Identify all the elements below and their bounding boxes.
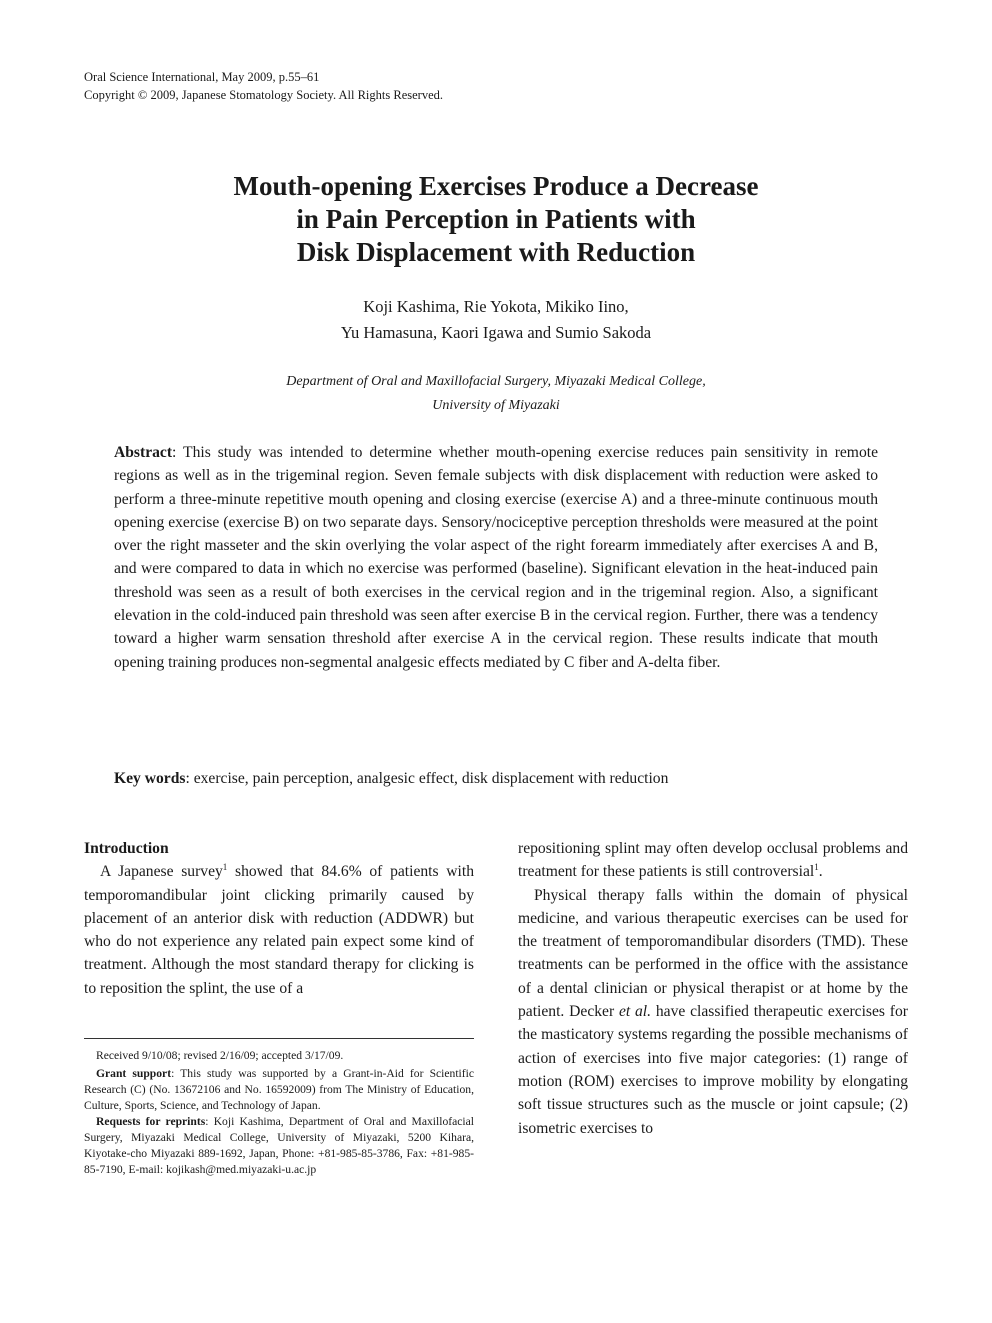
title-line-1: Mouth-opening Exercises Produce a Decrease (233, 171, 759, 201)
abstract-label: Abstract (114, 444, 173, 461)
grant-label: Grant support (96, 1067, 172, 1080)
intro-paragraph-1-continued (518, 837, 908, 884)
keywords-label: Key words (114, 770, 186, 787)
authors-line-1: Koji Kashima, Rie Yokota, Mikiko Iino, (363, 297, 629, 316)
copyright-notice: Copyright © 2009, Japanese Stomatology Society. All Rights Reserved. (84, 88, 444, 102)
keywords-text: : exercise, pain perception, analgesic effect, disk displacement with reduction (185, 770, 669, 787)
footnote-received: Received 9/10/08; revised 2/16/09; accepted 3/17/09. (96, 1049, 344, 1062)
intro-p1-text-b: showed that 84.6% of patients with temporomandibular joint clicking primarily caused by placement of an anterior disk with reduction (ADDWR) but who do not experience any related pain expect some kind of treatment. Although the most standard therapy for clicking is to reposition the splint, the use of a (84, 863, 474, 997)
intro-p1-cont-text-a: repositioning splint may often develop occlusal problems and treatment for these patients is still controversial (518, 840, 908, 881)
journal-citation: Oral Science International, May 2009, p.55–61 (84, 70, 320, 84)
authors-line-2: Yu Hamasuna, Kaori Igawa and Sumio Sakoda (340, 323, 652, 342)
title-line-2: in Pain Perception in Patients with (296, 204, 696, 234)
article-title (0, 170, 992, 269)
intro-paragraph-2 (518, 884, 908, 1140)
intro-p2-text-b: have classified therapeutic exercises for the masticatory systems regarding the possible mechanisms of action of exercises into five major categories: (1) range of motion (ROM) exercises to improve mobility by elongating soft tissue structures such as the muscle or joint capsule; (2) isometric exercises to (518, 1003, 908, 1137)
footnotes (84, 1048, 474, 1178)
abstract (114, 441, 878, 674)
author-list (0, 294, 992, 346)
title-line-3: Disk Displacement with Reduction (296, 237, 696, 267)
right-column (518, 837, 908, 1140)
left-column (84, 837, 474, 1000)
citation-ref: 1 (222, 862, 228, 873)
reprints-text: : Koji Kashima, Department of Oral and Maxillofacial Surgery, Miyazaki Medical College, University of Miyazaki, 5200 Kihara, Kiyotake-cho Miyazaki 889-1692, Japan, Phone: +81-985-85-3786, Fax: +81-985-85-7190, E-mail: kojikash@med.miyazaki-u.ac.jp (84, 1115, 474, 1176)
intro-p1-text-a: A Japanese survey (100, 863, 223, 881)
intro-p2-etal: et al. (618, 1003, 652, 1021)
reprints-label: Requests for reprints (96, 1115, 206, 1128)
intro-paragraph-1 (84, 860, 474, 1000)
intro-p1-cont-text-b: . (818, 863, 823, 881)
grant-text: : This study was supported by a Grant-in-Aid for Scientific Research (C) (No. 13672106 and No. 16592009) from The Ministry of Education, Culture, Sports, Science, and Technology of Japan. (84, 1067, 475, 1112)
affiliation-line-1: Department of Oral and Maxillofacial Surgery, Miyazaki Medical College, (286, 374, 706, 389)
citation-ref: 1 (814, 862, 819, 873)
keywords (114, 767, 878, 790)
intro-p2-text-a: Physical therapy falls within the domain of physical medicine, and various therapeutic exercises can be used for the treatment of temporomandibular disorders (TMD). These treatments can be performed in the office with the assistance of a dental clinician or physical therapist or at home by the patient. Decker (518, 886, 908, 1021)
affiliation (0, 370, 992, 418)
footnote-grant (84, 1066, 474, 1114)
footnote-reprints (84, 1114, 474, 1178)
abstract-text: : This study was intended to determine whether mouth-opening exercise reduces pain sensitivity in remote regions as well as in the trigeminal region. Seven female subjects with disk displacement with reduction were asked to perform a three-minute repetitive mouth opening and closing exercise (exercise A) and a three-minute continuous mouth opening exercise (exercise B) on two separate days. Sensory/nociceptive perception thresholds were measured at the point over the right masseter and the skin overlying the volar aspect of the right forearm immediately after exercises A and B, and were compared to data in which no exercise was performed (baseline). Significant elevation in the heat-induced pain threshold was seen as a result of both exercises in the cervical region and in the trigeminal region. Also, a significant elevation in the cold-induced pain threshold was seen after exercise B in the cervical region. Further, there was a tendency toward a higher warm sensation threshold after exercise A in the cervical region. These results indicate that mouth opening training produces non-segmental analgesic effects mediated by C fiber and A-delta fiber. (114, 444, 878, 671)
journal-header (84, 68, 443, 104)
footnote-rule (84, 1038, 474, 1039)
section-heading-introduction: Introduction (84, 840, 169, 857)
affiliation-line-2: University of Miyazaki (432, 398, 560, 413)
